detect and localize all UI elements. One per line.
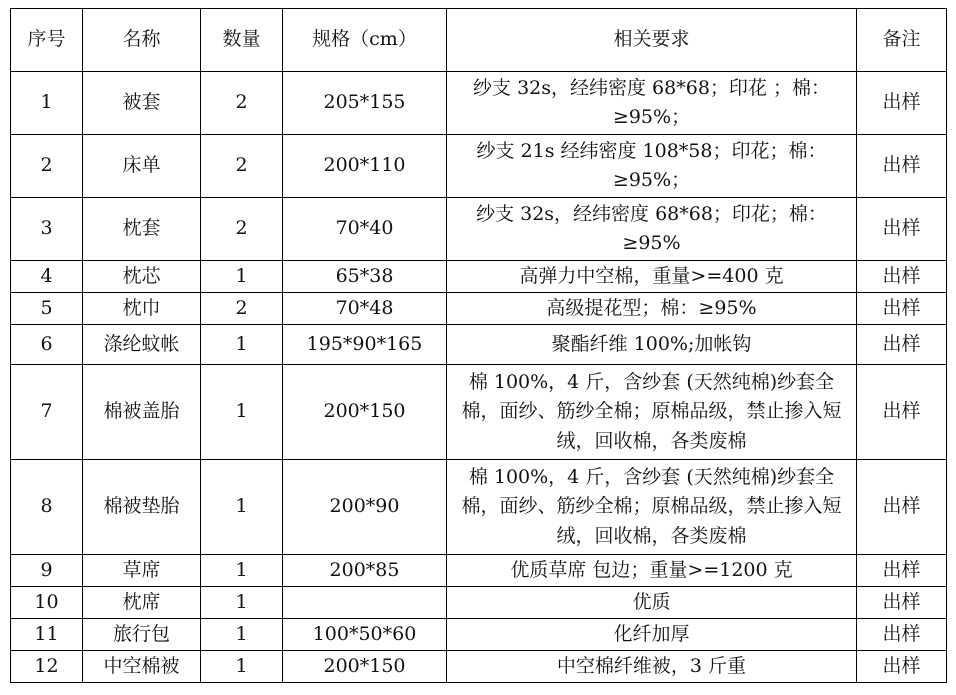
cell-qty: 1 [201,460,283,555]
cell-qty: 1 [201,651,283,683]
header-spec: 规格（cm） [283,9,447,72]
cell-spec: 70*40 [283,198,447,261]
cell-note: 出样 [857,587,947,619]
cell-qty: 1 [201,587,283,619]
header-req: 相关要求 [447,9,857,72]
cell-spec: 200*150 [283,365,447,460]
cell-note: 出样 [857,325,947,365]
cell-req: 纱支 32s，经纬密度 68*68；印花 ；棉：≥95%； [447,72,857,135]
table-row [11,135,947,198]
cell-no: 12 [11,651,83,683]
cell-spec: 205*155 [283,72,447,135]
cell-no: 9 [11,555,83,587]
table-body [11,72,947,683]
header-note: 备注 [857,9,947,72]
cell-name: 中空棉被 [83,651,201,683]
cell-spec: 200*110 [283,135,447,198]
header-name: 名称 [83,9,201,72]
cell-spec: 65*38 [283,261,447,293]
cell-note: 出样 [857,555,947,587]
cell-spec: 100*50*60 [283,619,447,651]
header-qty: 数量 [201,9,283,72]
spec-table [10,8,947,683]
cell-qty: 1 [201,619,283,651]
table-row [11,261,947,293]
cell-req: 高级提花型；棉：≥95% [447,293,857,325]
cell-req: 纱支 32s，经纬密度 68*68；印花；棉：≥95% [447,198,857,261]
cell-spec: 200*90 [283,460,447,555]
cell-no: 8 [11,460,83,555]
cell-name: 枕席 [83,587,201,619]
cell-spec: 200*85 [283,555,447,587]
header-row [11,9,947,72]
cell-spec: 200*150 [283,651,447,683]
header-no: 序号 [11,9,83,72]
cell-req: 棉 100%，4 斤，含纱套 (天然纯棉)纱套全棉，面纱、筋纱全棉；原棉品级，禁止掺入短绒，回收棉，各类废棉 [447,460,857,555]
cell-no: 3 [11,198,83,261]
cell-name: 棉被盖胎 [83,365,201,460]
cell-name: 枕芯 [83,261,201,293]
cell-name: 枕巾 [83,293,201,325]
cell-qty: 1 [201,555,283,587]
cell-req: 纱支 21s 经纬密度 108*58；印花；棉：≥95%； [447,135,857,198]
cell-qty: 2 [201,135,283,198]
cell-req: 中空棉纤维被，3 斤重 [447,651,857,683]
table-row [11,293,947,325]
table-row [11,651,947,683]
cell-note: 出样 [857,198,947,261]
cell-no: 10 [11,587,83,619]
cell-name: 草席 [83,555,201,587]
cell-qty: 1 [201,261,283,293]
table-row [11,555,947,587]
cell-note: 出样 [857,135,947,198]
cell-no: 5 [11,293,83,325]
cell-req: 化纤加厚 [447,619,857,651]
cell-no: 7 [11,365,83,460]
table-row [11,587,947,619]
cell-req: 棉 100%，4 斤，含纱套 (天然纯棉)纱套全棉，面纱、筋纱全棉；原棉品级，禁止掺入短绒，回收棉，各类废棉 [447,365,857,460]
cell-note: 出样 [857,619,947,651]
cell-note: 出样 [857,261,947,293]
table-row [11,460,947,555]
cell-note: 出样 [857,651,947,683]
cell-no: 2 [11,135,83,198]
cell-name: 涤纶蚊帐 [83,325,201,365]
cell-qty: 2 [201,198,283,261]
table-row [11,619,947,651]
cell-req: 聚酯纤维 100%;加帐钩 [447,325,857,365]
cell-no: 11 [11,619,83,651]
cell-note: 出样 [857,365,947,460]
cell-qty: 2 [201,72,283,135]
table-row [11,72,947,135]
cell-name: 枕套 [83,198,201,261]
cell-spec: 195*90*165 [283,325,447,365]
cell-name: 被套 [83,72,201,135]
cell-name: 床单 [83,135,201,198]
cell-req: 优质 [447,587,857,619]
cell-qty: 2 [201,293,283,325]
cell-spec: 70*48 [283,293,447,325]
cell-no: 4 [11,261,83,293]
cell-req: 优质草席 包边；重量>=1200 克 [447,555,857,587]
cell-req: 高弹力中空棉，重量>=400 克 [447,261,857,293]
cell-qty: 1 [201,365,283,460]
cell-note: 出样 [857,460,947,555]
cell-spec [283,587,447,619]
cell-name: 棉被垫胎 [83,460,201,555]
table-row [11,365,947,460]
cell-no: 6 [11,325,83,365]
cell-no: 1 [11,72,83,135]
table-row [11,325,947,365]
cell-qty: 1 [201,325,283,365]
cell-name: 旅行包 [83,619,201,651]
cell-note: 出样 [857,293,947,325]
table-row [11,198,947,261]
cell-note: 出样 [857,72,947,135]
